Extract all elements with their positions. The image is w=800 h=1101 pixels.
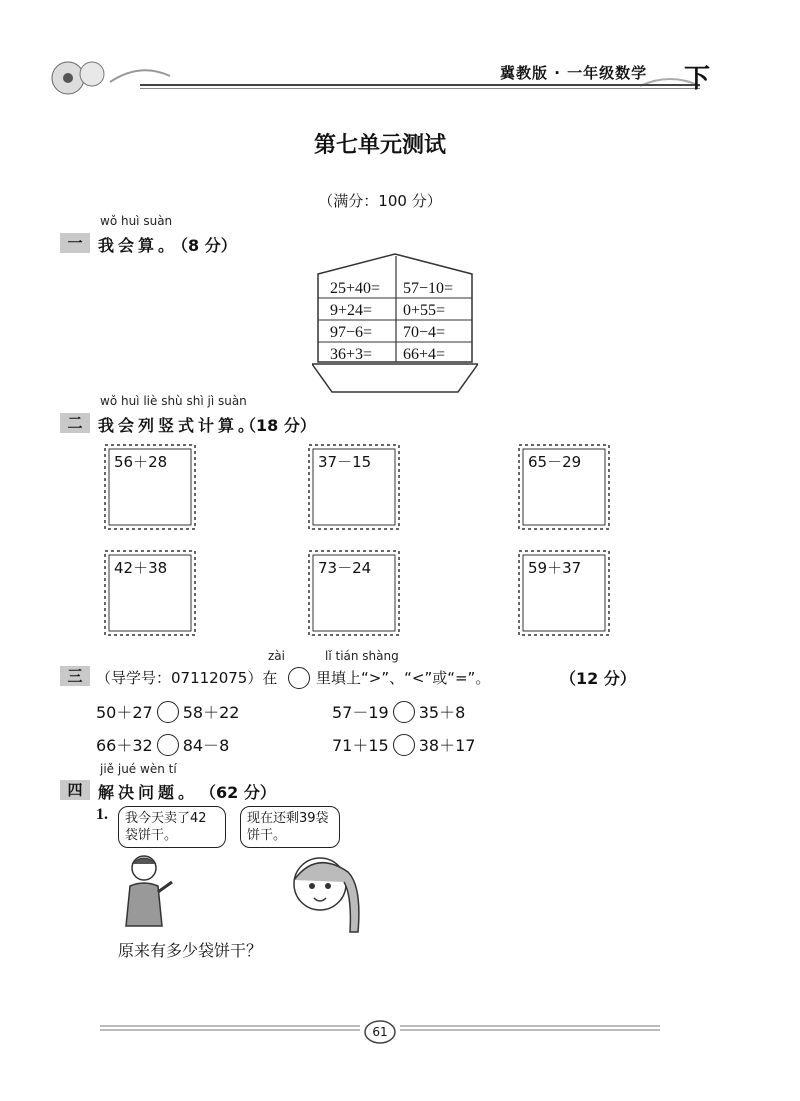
- section-3-pinyin-left: zài: [268, 649, 285, 663]
- calc-label-1: 56＋28: [114, 453, 168, 471]
- girl-figure: [286, 846, 366, 934]
- compare-3-right: 84－8: [182, 736, 230, 755]
- speech-bubble-girl: 现在还剩39袋饼干。: [240, 806, 340, 848]
- section-4-score: （62 分）: [200, 783, 276, 802]
- compare-4-circle[interactable]: [393, 734, 415, 756]
- compare-3-left: 66＋32: [96, 736, 153, 755]
- boat-cell-4-2: 66+4=: [403, 346, 446, 363]
- full-score: （满分：100 分）: [318, 192, 442, 210]
- calc-label-3: 65－29: [528, 453, 582, 471]
- compare-2-circle[interactable]: [393, 701, 415, 723]
- compare-3: [96, 733, 229, 756]
- compare-2: [332, 700, 465, 723]
- boat-cell-4-1: 36+3=: [330, 346, 373, 363]
- edition-label: 冀教版 · 一年级数学: [500, 64, 648, 82]
- section-2-pinyin: wǒ huì liè shù shì jì suàn: [100, 394, 247, 408]
- compare-4-left: 71＋15: [332, 736, 389, 755]
- boat-cell-2-1: 9+24=: [330, 302, 373, 319]
- section-4-title: 解决问题。: [98, 783, 199, 802]
- calc-label-6: 59＋37: [528, 559, 582, 577]
- calc-label-2: 37－15: [318, 453, 372, 471]
- seller-figure: [112, 852, 182, 928]
- page-title: 第七单元测试: [313, 133, 446, 158]
- section-2-number: 二: [60, 413, 90, 433]
- section-1-number: 一: [60, 233, 90, 253]
- blank-circle-icon: [288, 667, 310, 689]
- section-4-number: 四: [60, 780, 90, 800]
- section-2-score: （18 分）: [240, 416, 316, 435]
- section-3-score: （12 分）: [560, 669, 636, 688]
- compare-1: [96, 700, 239, 723]
- speech-bubble-seller: 我今天卖了42袋饼干。: [118, 806, 226, 848]
- compare-3-circle[interactable]: [157, 734, 179, 756]
- compare-2-right: 35＋8: [418, 703, 466, 722]
- boat-cell-3-2: 70−4=: [403, 324, 446, 341]
- section-1-pinyin: wǒ huì suàn: [100, 214, 173, 228]
- section-1-score: （8 分）: [172, 236, 237, 255]
- compare-2-left: 57－19: [332, 703, 389, 722]
- compare-4: [332, 733, 475, 756]
- problem-1-number: 1.: [96, 806, 108, 823]
- boat-cell-1-1: 25+40=: [330, 280, 381, 297]
- section-3-pinyin-right: lǐ tián shàng: [325, 649, 399, 663]
- compare-1-right: 58＋22: [182, 703, 240, 722]
- section-3-prefix: （导学号：07112075）在: [96, 669, 278, 687]
- compare-4-right: 38＋17: [418, 736, 476, 755]
- volume-mark: 下: [684, 64, 711, 94]
- section-2-title: 我会列竖式计算。: [98, 416, 259, 435]
- section-4-pinyin: jiě jué wèn tí: [100, 762, 177, 776]
- header-rule-thin: [140, 88, 700, 89]
- page-number: 61: [372, 1025, 388, 1039]
- compare-1-left: 50＋27: [96, 703, 153, 722]
- section-3-number: 三: [60, 666, 90, 686]
- header-rule: [140, 84, 700, 86]
- calc-label-4: 42＋38: [114, 559, 168, 577]
- section-1-title: 我会算。: [98, 236, 179, 255]
- calc-label-5: 73－24: [318, 559, 372, 577]
- problem-1-question: 原来有多少袋饼干？: [118, 941, 263, 960]
- boat-cell-1-2: 57−10=: [403, 280, 454, 297]
- section-3-instruction: 里填上“>”、“<”或“=”。: [316, 669, 491, 687]
- compare-1-circle[interactable]: [157, 701, 179, 723]
- boat-cell-2-2: 0+55=: [403, 302, 446, 319]
- boat-cell-3-1: 97−6=: [330, 324, 373, 341]
